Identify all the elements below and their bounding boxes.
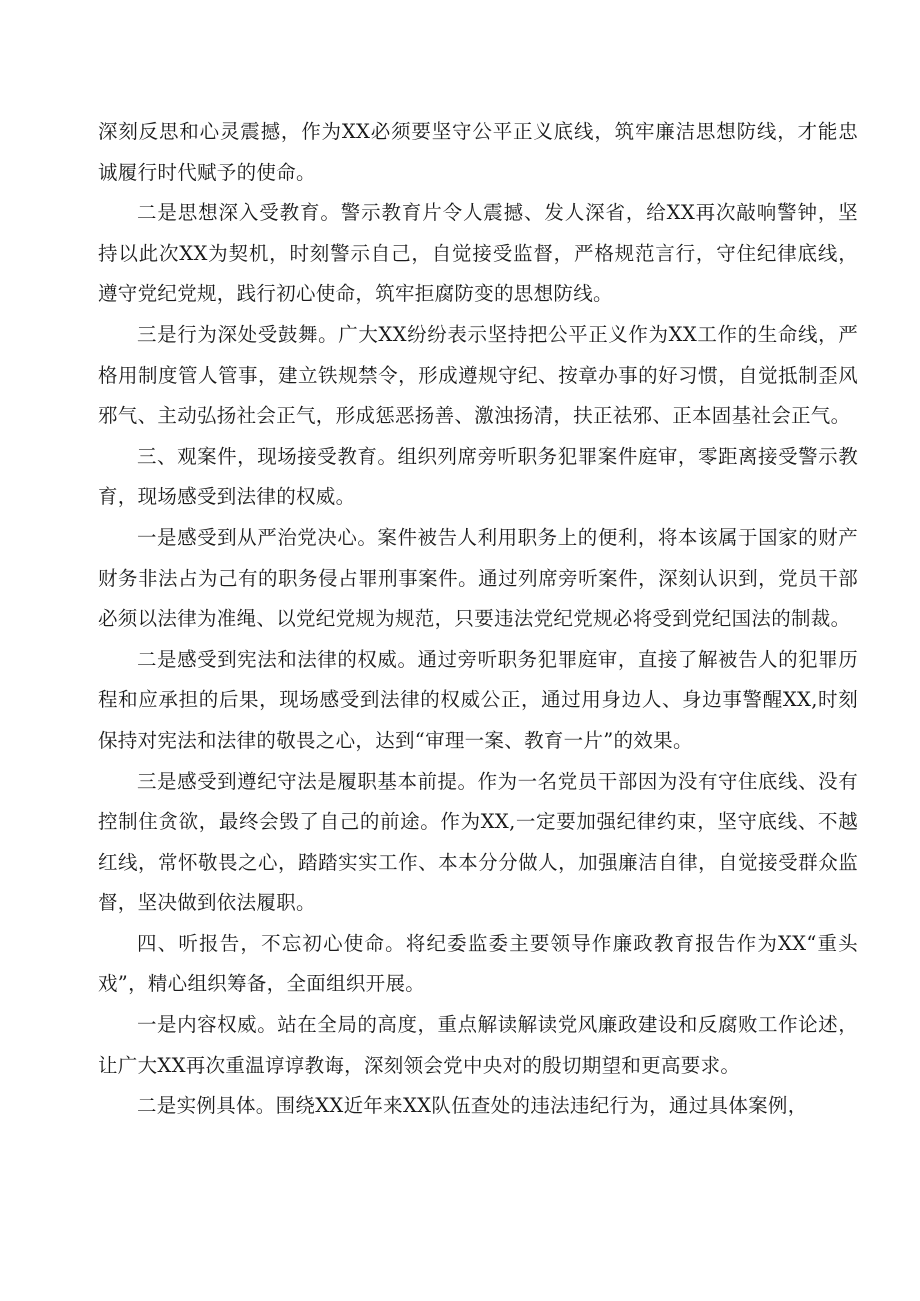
paragraph-law-abiding-premise: 三是感受到遵纪守法是履职基本前提。作为一名党员干部因为没有守住底线、没有控制住贪欲，最终会毁了自己的前途。作为XX,一定要加强纪律约束，坚守底线、不越红线，常怀敬畏之心，踏踏实实工作、本本分分做人，加强廉洁自律，自觉接受群众监督，坚决做到依法履职。 <box>98 769 858 915</box>
paragraph-law-authority: 二是感受到宪法和法律的权威。通过旁听职务犯罪庭审，直接了解被告人的犯罪历程和应承担的后果，现场感受到法律的权威公正，通过用身边人、身边事警醒XX,时刻保持对宪法和法律的敬畏之心，达到“审理一案、教育一片”的效果。 <box>98 647 858 752</box>
document-body <box>98 112 858 1127</box>
paragraph-behavior-encouragement: 三是行为深处受鼓舞。广大XX纷纷表示坚持把公平正义作为XX工作的生命线，严格用制度管人管事，建立铁规禁令，形成遵规守纪、按章办事的好习惯，自觉抵制歪风邪气、主动弘扬社会正气，形成惩恶扬善、激浊扬清，扶正祛邪、正本固基社会正气。 <box>98 322 858 428</box>
section-heading-listen-report: 四、听报告，不忘初心使命。将纪委监委主要领导作廉政教育报告作为XX“重头戏”，精心组织筹备，全面组织开展。 <box>98 931 858 996</box>
paragraph-authoritative-content: 一是内容权威。站在全局的高度，重点解读解读党风廉政建设和反腐败工作论述，让广大XX再次重温谆谆教诲，深刻领会党中央对的殷切期望和更高要求。 <box>98 1013 858 1077</box>
paragraph-party-discipline-resolve: 一是感受到从严治党决心。案件被告人利用职务上的便利，将本该属于国家的财产财务非法占为己有的职务侵占罪刑事案件。通过列席旁听案件，深刻认识到，党员干部必须以法律为准绳、以党纪党规为规范，只要违法党纪党规必将受到党纪国法的制裁。 <box>98 525 858 631</box>
paragraph-thought-education: 二是思想深入受教育。警示教育片令人震撼、发人深省，给XX再次敲响警钟，坚持以此次XX为契机，时刻警示自己，自觉接受监督，严格规范言行，守住纪律底线，遵守党纪党规，践行初心使命，筑牢拒腐防变的思想防线。 <box>98 201 858 306</box>
paragraph-continuation: 深刻反思和心灵震撼，作为XX必须要坚守公平正义底线，筑牢廉洁思想防线，才能忠诚履行时代赋予的使命。 <box>98 120 858 184</box>
paragraph-specific-examples: 二是实例具体。围绕XX近年来XX队伍查处的违法违纪行为，通过具体案例， <box>137 1094 808 1118</box>
section-heading-watch-cases: 三、观案件，现场接受教育。组织列席旁听职务犯罪案件庭审，零距离接受警示教育，现场感受到法律的权威。 <box>98 444 858 509</box>
